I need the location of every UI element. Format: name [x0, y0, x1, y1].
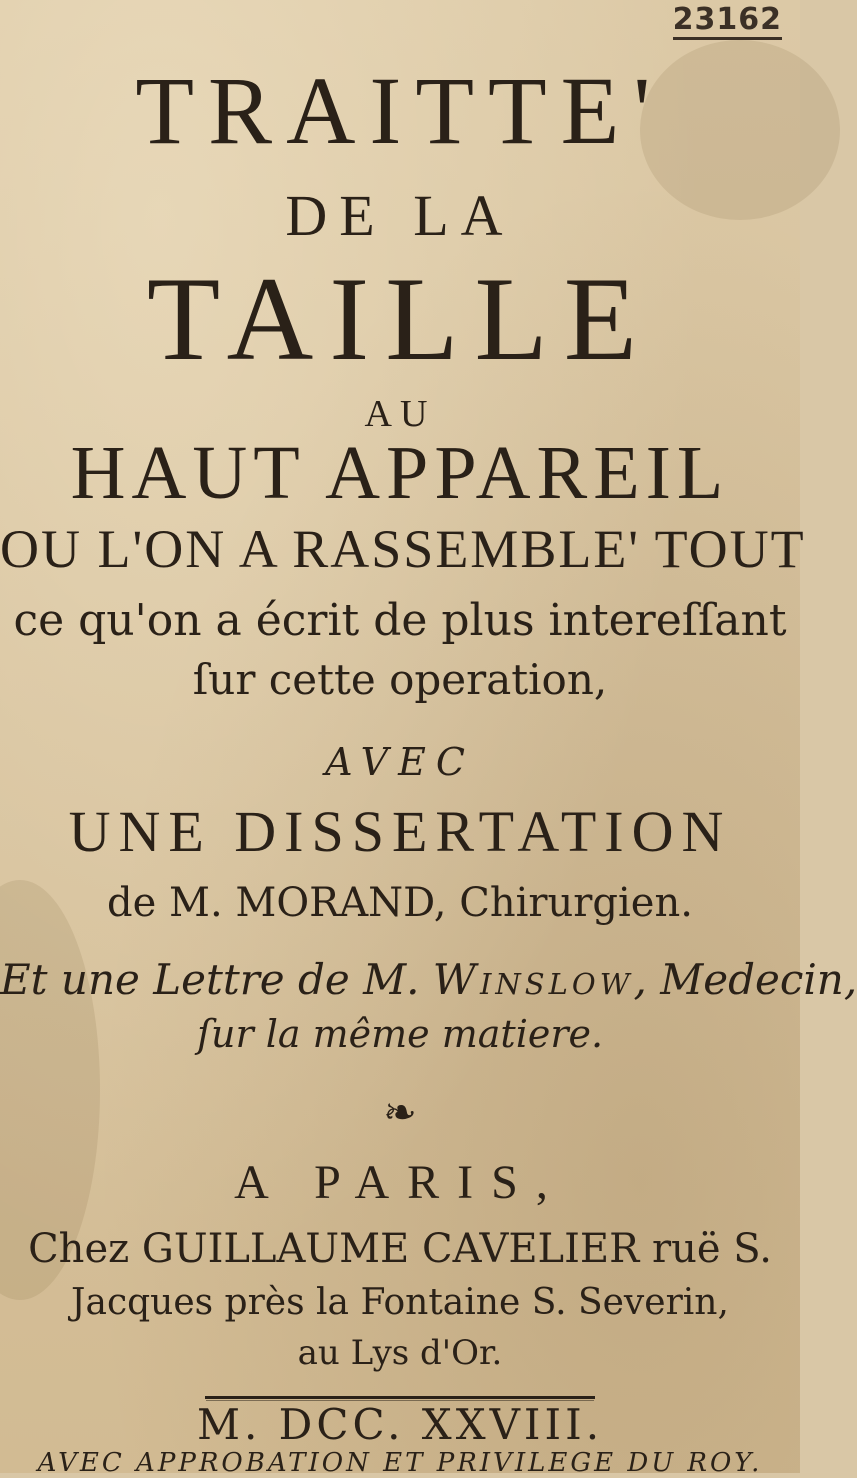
title-line-traite: TRAITTE' — [135, 57, 665, 164]
title-line-taille: TAILLE — [146, 252, 654, 385]
privilege-line: AVEC APPROBATION ET PRIVILEGE DU ROY. — [37, 1448, 763, 1478]
imprint-publisher: Chez GUILLAUME CAVELIER ruë S. — [28, 1226, 772, 1272]
imprint-sign: au Lys d'Or. — [297, 1333, 503, 1373]
shelfmark: 23162 — [673, 2, 782, 40]
divider-rule — [205, 1396, 595, 1399]
letter-suffix: , Medecin, — [633, 955, 857, 1004]
subtitle-line-1: OU L'ON A RASSEMBLE' TOUT — [0, 519, 806, 579]
title-line-de-la: DE LA — [285, 183, 515, 248]
subtitle-line-3: ſur cette operation, — [192, 655, 608, 704]
letter-line-1 — [0, 955, 857, 1004]
publication-date: M. DCC. XXVIII. — [196, 1400, 604, 1449]
subtitle-line-2: ce qu'on a écrit de plus intereſſant — [13, 595, 787, 646]
dissertation-author: de M. MORAND, Chirurgien. — [107, 880, 693, 926]
letter-prefix: Et une Lettre de M. — [0, 955, 420, 1004]
title-line-au: AU — [364, 393, 436, 435]
imprint-city: A PARIS, — [234, 1156, 566, 1209]
fleuron-ornament: ❧ — [383, 1090, 417, 1136]
letter-line-2: ſur la même matiere. — [196, 1012, 604, 1056]
dissertation-title: UNE DISSERTATION — [68, 799, 732, 864]
imprint-address: Jacques près la Fontaine S. Severin, — [71, 1282, 729, 1323]
title-line-haut-appareil: HAUT APPAREIL — [70, 431, 730, 515]
letter-author-name: Winslow — [432, 955, 634, 1004]
avec-label: AVEC — [325, 740, 475, 784]
